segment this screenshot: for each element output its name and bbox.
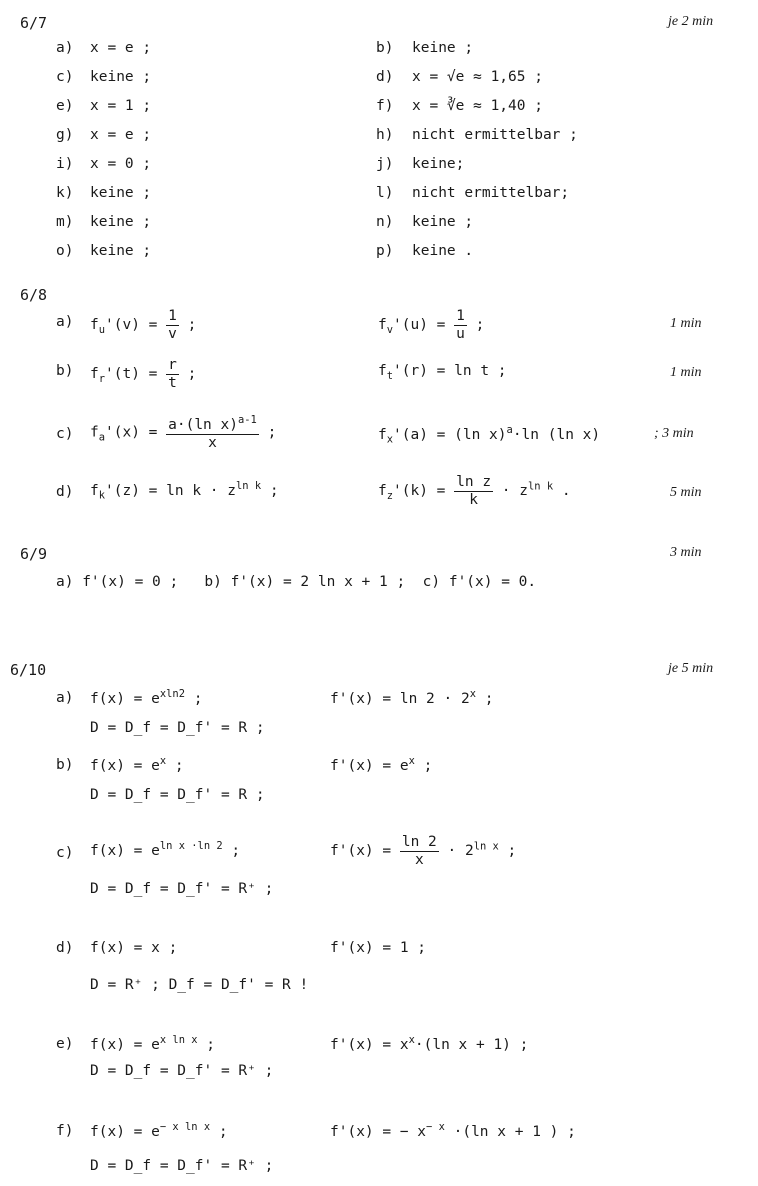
domain-6-10-c: D = D_f = D_f' = R⁺ ; <box>90 881 274 897</box>
item-label: b) <box>56 363 74 379</box>
formula-6-10-c-f: $f(x) = e^{ln x \cdot ln 2}$ ; <box>90 840 241 859</box>
domain-6-10-b: D = D_f = D_f' = R ; <box>90 787 265 803</box>
answer-value: keine ; <box>412 40 474 56</box>
item-label: c) <box>56 69 74 85</box>
formula-6-10-f-fp: f'(x) = − $x^{- x} \cdot(\ln$ x + 1 ) ; <box>330 1121 576 1140</box>
time-note: 1 min <box>670 316 702 331</box>
formula-6-10-a-fp: $f'(x) = \ln 2 \cdot 2^x$ ; <box>330 688 494 707</box>
item-label: m) <box>56 214 74 230</box>
item-label: h) <box>376 127 394 143</box>
time-note: 3 min <box>670 545 702 560</box>
item-label: i) <box>56 156 74 172</box>
answer-value: x = 1 ; <box>90 98 152 114</box>
item-label: j) <box>376 156 394 172</box>
domain-6-10-d: D = R⁺ ; D_f = D_f' = R ! <box>90 977 309 993</box>
domain-6-10-e: D = D_f = D_f' = R⁺ ; <box>90 1063 274 1079</box>
section-number-6-7: 6/7 <box>20 14 48 32</box>
item-label: o) <box>56 243 74 259</box>
item-label: f) <box>376 98 394 114</box>
time-note: je 5 min <box>668 661 714 676</box>
item-label: f) <box>56 1123 74 1139</box>
formula-6-10-d-f: f(x) = x ; <box>90 940 178 956</box>
section-number-6-10: 6/10 <box>10 661 47 679</box>
item-label: b) <box>56 757 74 773</box>
item-label: p) <box>376 243 394 259</box>
answer-value: keine ; <box>90 243 152 259</box>
formula-6-8-b-2: $f_t'(r) = \ln t$ ; <box>378 363 507 382</box>
answer-value: keine; <box>412 156 465 172</box>
formula-6-8-a-1: $f_u'(v)$ = $\frac{1}{v}$ ; <box>90 308 197 342</box>
item-label: e) <box>56 1036 74 1052</box>
formula-6-10-e-f: $f(x) = e^{x ln x}$ ; <box>90 1034 216 1053</box>
formula-6-8-b-1: $f_r'(t)$ = $\frac{r}{t}$ ; <box>90 357 197 391</box>
formula-6-10-c-fp: f'(x) = $\frac{\ln 2}{x}$ · $2^{ln x}$ ; <box>330 834 517 868</box>
answer-value: x = e ; <box>90 40 152 56</box>
time-note: ; 3 min <box>654 426 694 441</box>
answer-value: keine ; <box>412 214 474 230</box>
item-label: n) <box>376 214 394 230</box>
item-label: d) <box>376 69 394 85</box>
item-label: a) <box>56 690 74 706</box>
domain-6-10-a: D = D_f = D_f' = R ; <box>90 720 265 736</box>
formula-6-8-c-2: $f_x'(a) = (\ln$ x)$^a$·ln (ln x) <box>378 424 601 446</box>
formula-6-8-d-1: $f_k'(z) = \ln k \cdot z^{ln k}$ ; <box>90 480 279 502</box>
answer-value: keine ; <box>90 185 152 201</box>
item-label: c) <box>56 845 74 861</box>
section-number-6-8: 6/8 <box>20 286 48 304</box>
item-label: d) <box>56 484 74 500</box>
item-label: a) <box>56 40 74 56</box>
formula-6-10-b-f: $f(x) = e^x$ ; <box>90 755 184 774</box>
time-note: 1 min <box>670 365 702 380</box>
formula-6-8-d-2: $f_z'(k)$ = $\frac{\text{ln z}}{k}$ · $z^{ln k}$ . <box>378 474 571 508</box>
item-label: c) <box>56 426 74 442</box>
formula-6-8-c-1: $f_a'(x)$ = $\frac{a\cdot(\ln x)^{a-1}}{x}$ ; <box>90 414 277 451</box>
time-note: 5 min <box>670 485 702 500</box>
formula-6-10-a-f: $f(x) = e^{xln2}$ ; <box>90 688 203 707</box>
answer-value: nicht ermittelbar; <box>412 185 570 201</box>
section-number-6-9: 6/9 <box>20 545 48 563</box>
domain-6-10-f: D = D_f = D_f' = R⁺ ; <box>90 1158 274 1174</box>
formula-6-10-d-fp: f'(x) = 1 ; <box>330 940 427 956</box>
item-label: k) <box>56 185 74 201</box>
item-label: g) <box>56 127 74 143</box>
answer-value: nicht ermittelbar ; <box>412 127 578 143</box>
formula-6-10-b-fp: $f'(x) = e^x$ ; <box>330 755 433 774</box>
answer-value: keine ; <box>90 69 152 85</box>
time-note: je 2 min <box>668 14 714 29</box>
answer-value: keine ; <box>90 214 152 230</box>
formula-6-9: a) f'(x) = 0 ; b) f'(x) = 2 ln x + 1 ; c) f'(x) = 0. <box>56 574 537 590</box>
answer-value: x = e ; <box>90 127 152 143</box>
answer-value: x = √e ≈ 1,65 ; <box>412 69 543 85</box>
item-label: a) <box>56 314 74 330</box>
item-label: b) <box>376 40 394 56</box>
answer-value: x = 0 ; <box>90 156 152 172</box>
answer-value: keine . <box>412 243 474 259</box>
item-label: l) <box>376 185 394 201</box>
answer-value: x = ∛e ≈ 1,40 ; <box>412 98 543 114</box>
item-label: e) <box>56 98 74 114</box>
formula-6-10-f-f: $f(x) = e^{- x ln x}$ ; <box>90 1121 228 1140</box>
item-label: d) <box>56 940 74 956</box>
formula-6-8-a-2: $f_v'(u)$ = $\frac{1}{u}$ ; <box>378 308 485 342</box>
formula-6-10-e-fp: $f'(x) = x^x\cdot(\ln$ x + 1) ; <box>330 1034 529 1053</box>
